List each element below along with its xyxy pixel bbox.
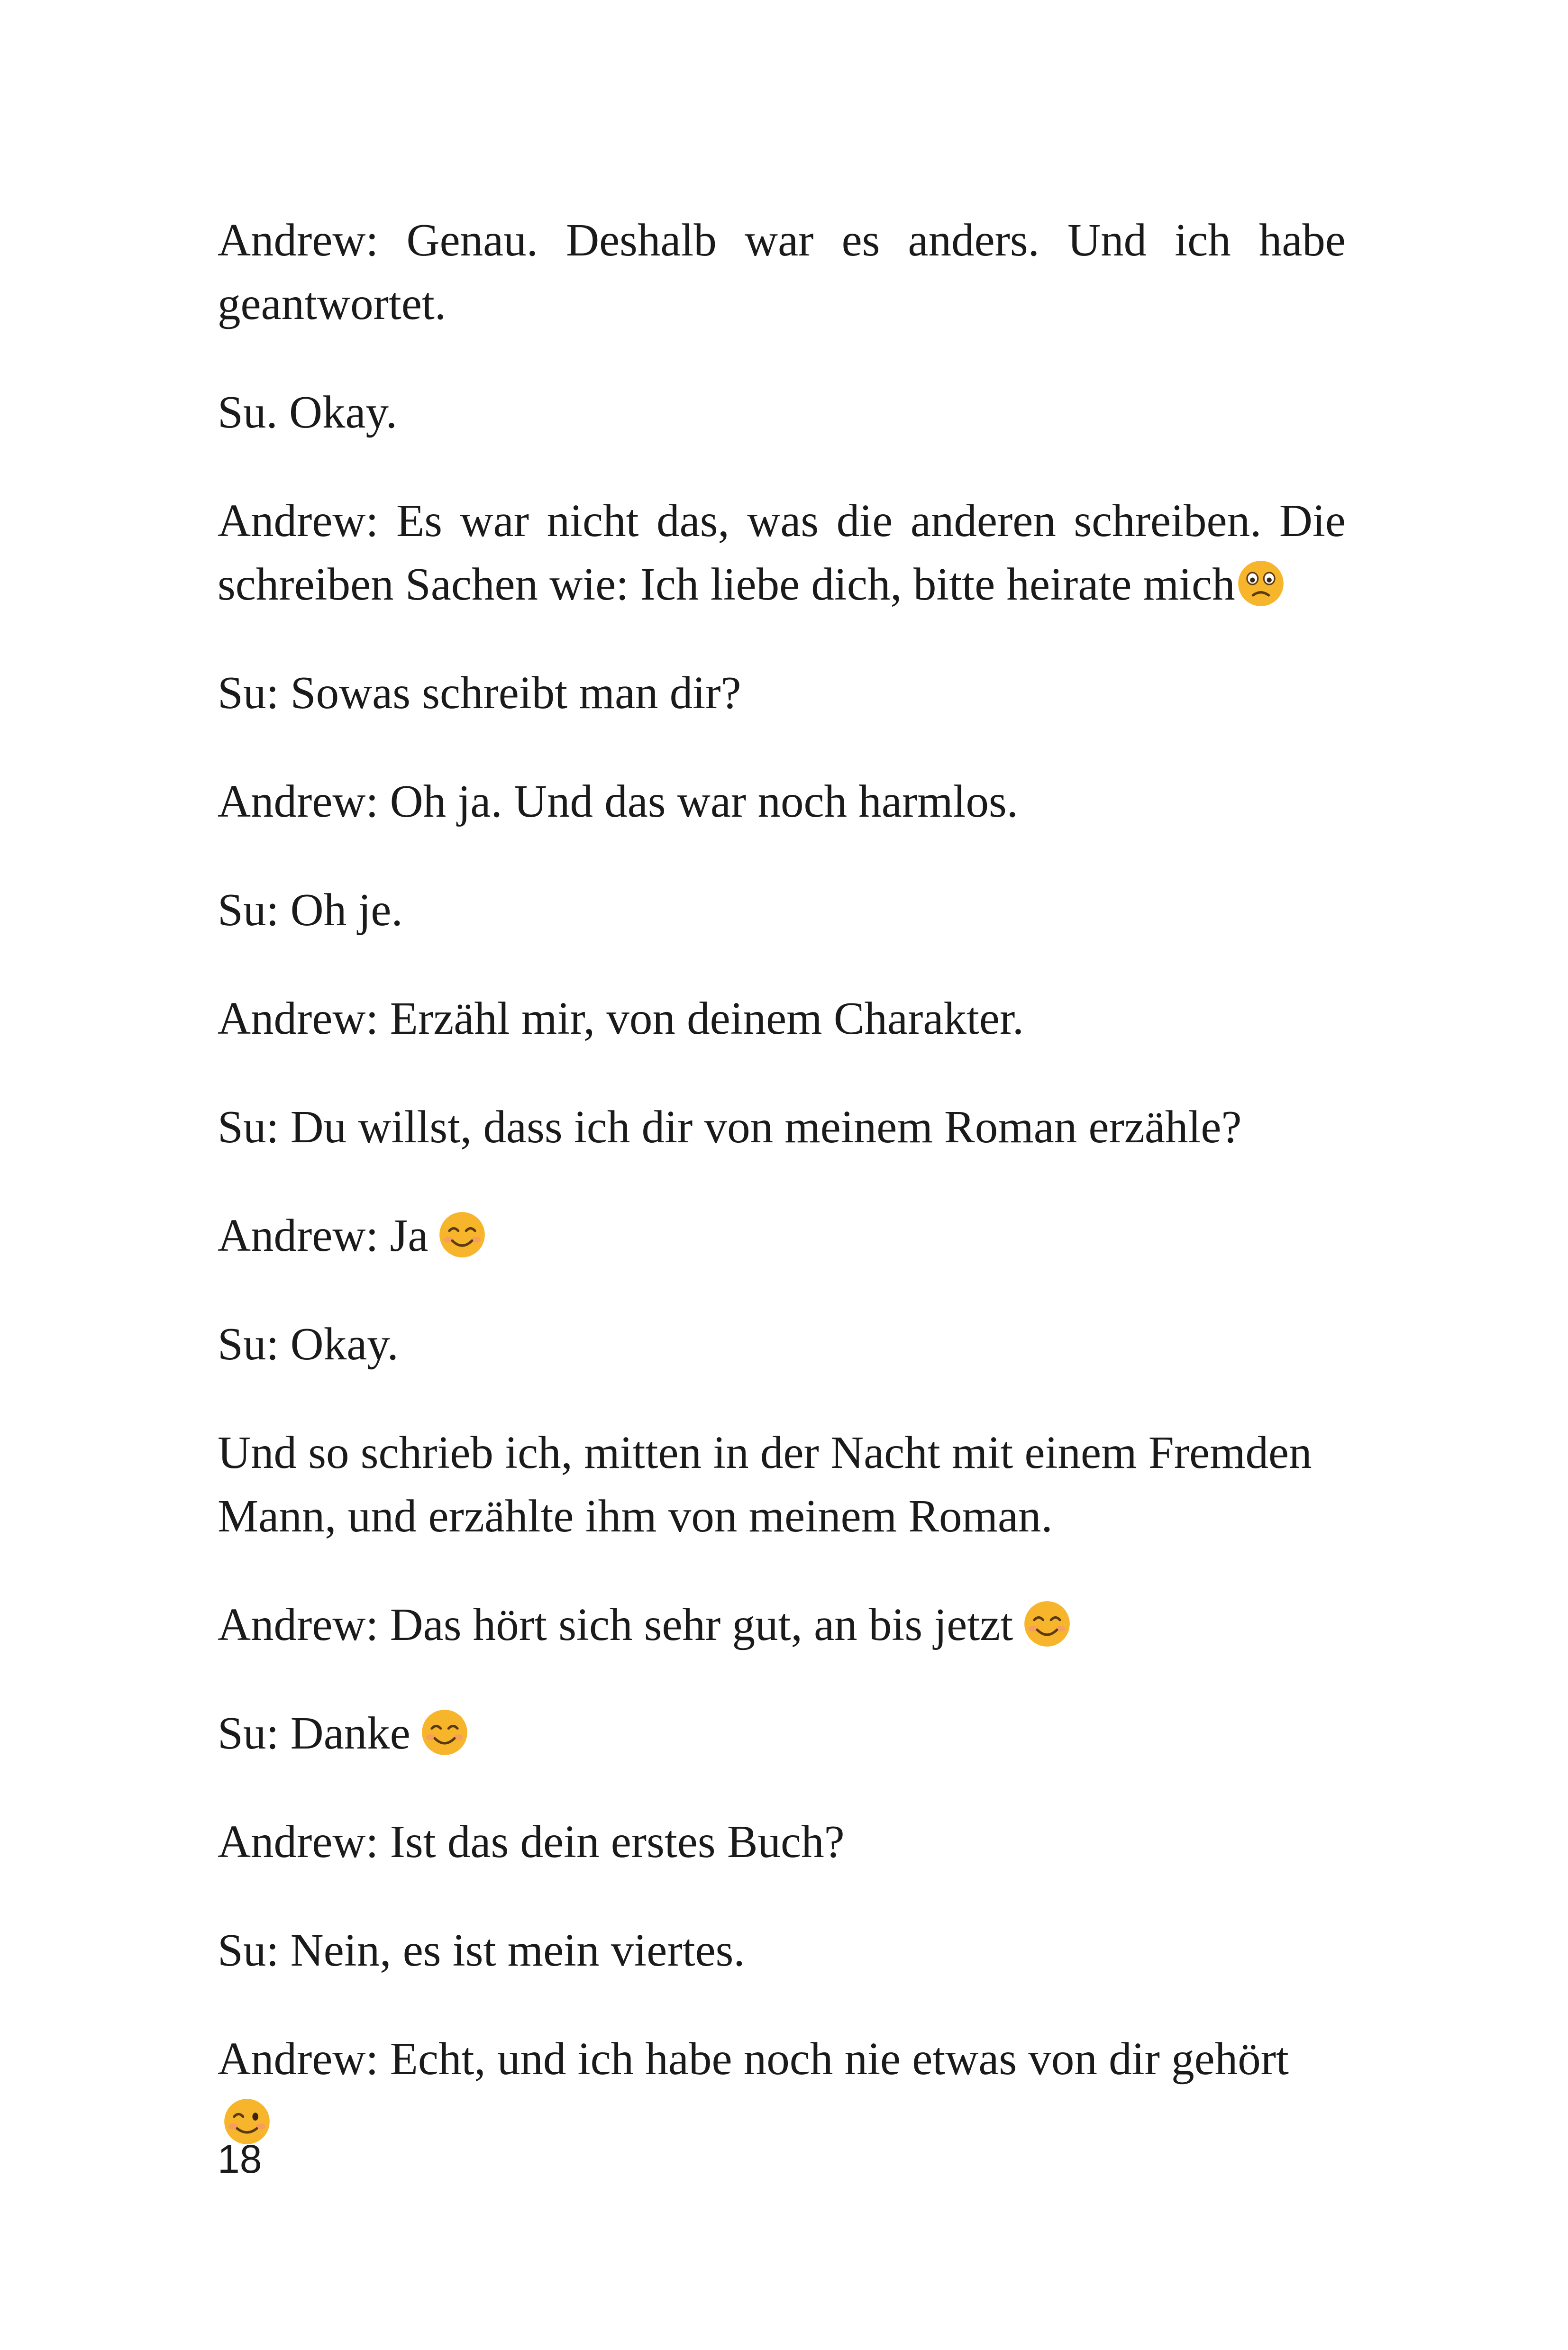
paragraph-16: Andrew: Echt, und ich habe noch nie etwas von dir gehört	[218, 2027, 1346, 2154]
paragraph-14: Andrew: Ist das dein erstes Buch?	[218, 1816, 845, 1867]
paragraph-5: Andrew: Oh ja. Und das war noch harmlos.	[218, 776, 1019, 827]
frowning-face-icon	[1236, 559, 1285, 608]
paragraph-2: Su. Okay.	[218, 387, 398, 437]
paragraph-7: Andrew: Erzähl mir, von deinem Charakter.	[218, 993, 1024, 1044]
paragraph-15: Su: Nein, es ist mein viertes.	[218, 1925, 745, 1976]
smiling-face-icon	[1022, 1599, 1072, 1649]
paragraph-9: Andrew: Ja	[218, 1204, 1346, 1267]
smiling-face-icon	[438, 1210, 487, 1259]
page-number: 18	[218, 2137, 262, 2181]
paragraph-11: Und so schrieb ich, mitten in der Nacht mit einem Fremden Mann, und erzählte ihm von meinem Roman.	[218, 1427, 1312, 1541]
smiling-face-icon	[420, 1708, 469, 1757]
paragraph-6: Su: Oh je.	[218, 884, 403, 935]
body-text	[218, 209, 1346, 2199]
paragraph-13: Su: Danke	[218, 1702, 1346, 1765]
paragraph-12: Andrew: Das hört sich sehr gut, an bis jetzt	[218, 1593, 1346, 1657]
paragraph-4: Su: Sowas schreibt man dir?	[218, 667, 741, 718]
paragraph-3: Andrew: Es war nicht das, was die anderen schreiben. Die schreiben Sachen wie: Ich liebe dich, bitte heirate mich	[218, 495, 1346, 610]
paragraph-10: Su: Okay.	[218, 1319, 399, 1369]
paragraph-8: Su: Du willst, dass ich dir von meinem Roman erzähle?	[218, 1102, 1242, 1152]
paragraph-1: Andrew: Genau. Deshalb war es anders. Und ich habe geantwortet.	[218, 215, 1346, 329]
